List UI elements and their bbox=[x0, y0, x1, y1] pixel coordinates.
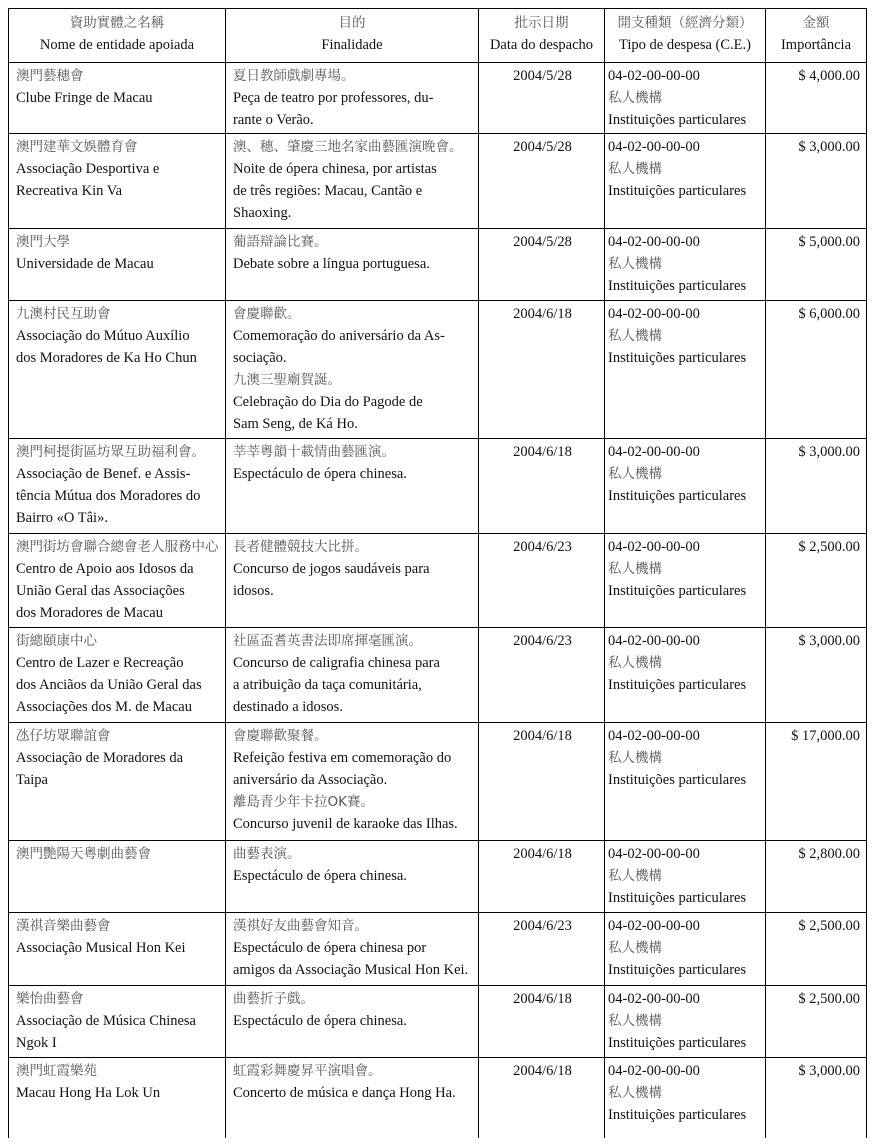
amount-cell bbox=[766, 723, 867, 841]
header-pt: Tipo de despesa (C.E.) bbox=[619, 37, 751, 53]
entity-cell bbox=[9, 841, 226, 913]
entity-cell bbox=[9, 1058, 226, 1138]
dispatch-date: 2004/5/28 bbox=[513, 139, 572, 155]
amount-cell bbox=[766, 439, 867, 534]
expense-type-pt: Instituições particulares bbox=[608, 278, 747, 294]
entity-name-line: 漢祺音樂曲藝會 bbox=[16, 918, 111, 934]
entity-name-line: Centro de Apoio aos Idosos da bbox=[16, 561, 194, 577]
entity-cell bbox=[9, 229, 226, 301]
purpose-cell bbox=[226, 439, 479, 534]
expense-type-cell bbox=[605, 913, 766, 986]
expense-type-cell bbox=[605, 841, 766, 913]
purpose-line: Espectáculo de ópera chinesa. bbox=[233, 868, 407, 884]
table-row bbox=[9, 63, 867, 134]
expense-type-zh: 私人機構 bbox=[608, 90, 662, 106]
entity-name-line: Taipa bbox=[16, 772, 48, 788]
expense-code: 04-02-00-00-00 bbox=[608, 633, 700, 649]
amount: $ 17,000.00 bbox=[791, 728, 860, 744]
entity-name-line: Associação Musical Hon Kei bbox=[16, 940, 186, 956]
expense-type-zh: 私人機構 bbox=[608, 1013, 662, 1029]
entity-name-line: Ngok I bbox=[16, 1035, 57, 1051]
entity-name-line: Associação Desportiva e bbox=[16, 161, 160, 177]
header-zh: 資助實體之名稱 bbox=[69, 15, 165, 31]
date-cell bbox=[479, 134, 605, 229]
amount: $ 2,800.00 bbox=[798, 846, 860, 862]
expense-type-pt: Instituições particulares bbox=[608, 677, 747, 693]
date-cell bbox=[479, 986, 605, 1058]
expense-code: 04-02-00-00-00 bbox=[608, 918, 700, 934]
dispatch-date: 2004/6/18 bbox=[513, 306, 572, 322]
expense-type-zh: 私人機構 bbox=[608, 655, 662, 671]
table-row bbox=[9, 134, 867, 229]
date-cell bbox=[479, 723, 605, 841]
amount: $ 2,500.00 bbox=[798, 539, 860, 555]
entity-name-line: Macau Hong Ha Lok Un bbox=[16, 1085, 161, 1101]
entity-cell bbox=[9, 439, 226, 534]
purpose-line: Noite de ópera chinesa, por artistas bbox=[233, 161, 437, 177]
expense-type-cell bbox=[605, 628, 766, 723]
purpose-cell bbox=[226, 229, 479, 301]
expense-type-pt: Instituições particulares bbox=[608, 962, 747, 978]
amount: $ 3,000.00 bbox=[798, 139, 860, 155]
dispatch-date: 2004/6/23 bbox=[513, 633, 572, 649]
expense-type-pt: Instituições particulares bbox=[608, 1107, 747, 1123]
expense-type-zh: 私人機構 bbox=[608, 561, 662, 577]
purpose-line: aniversário da Associação. bbox=[233, 772, 388, 788]
amount-cell bbox=[766, 913, 867, 986]
table-row bbox=[9, 1058, 867, 1138]
purpose-line: 澳、穗、肇慶三地名家曲藝匯演晚會。 bbox=[233, 139, 463, 155]
table-row bbox=[9, 301, 867, 439]
expense-type-zh: 私人機構 bbox=[608, 1085, 662, 1101]
table-row bbox=[9, 439, 867, 534]
header-zh: 金額 bbox=[802, 15, 830, 31]
expense-type-cell bbox=[605, 986, 766, 1058]
expense-type-pt: Instituições particulares bbox=[608, 583, 747, 599]
dispatch-date: 2004/6/18 bbox=[513, 846, 572, 862]
amount-cell bbox=[766, 628, 867, 723]
entity-name-line: Associação de Benef. e Assis- bbox=[16, 466, 191, 482]
date-cell bbox=[479, 628, 605, 723]
purpose-line: sociação. bbox=[233, 350, 287, 366]
header-pt: Importância bbox=[780, 37, 852, 53]
entity-name-line: 澳門大學 bbox=[16, 234, 70, 250]
entity-cell bbox=[9, 301, 226, 439]
purpose-line: 曲藝表演。 bbox=[233, 846, 301, 862]
entity-name-line: Bairro «O Tâi». bbox=[16, 510, 108, 526]
entity-name-line: 樂怡曲藝會 bbox=[16, 991, 84, 1007]
expense-type-cell bbox=[605, 534, 766, 628]
purpose-line: 葡語辯論比賽。 bbox=[233, 234, 328, 250]
purpose-cell bbox=[226, 841, 479, 913]
expense-code: 04-02-00-00-00 bbox=[608, 846, 700, 862]
amount-cell bbox=[766, 986, 867, 1058]
amount: $ 3,000.00 bbox=[798, 633, 860, 649]
date-cell bbox=[479, 63, 605, 134]
purpose-cell bbox=[226, 134, 479, 229]
entity-name-line: 澳門建華文娛體育會 bbox=[16, 139, 138, 155]
expense-type-zh: 私人機構 bbox=[608, 750, 662, 766]
expense-type-cell bbox=[605, 1058, 766, 1138]
purpose-line: 曲藝折子戲。 bbox=[233, 991, 314, 1007]
header-row bbox=[9, 9, 867, 63]
purpose-cell bbox=[226, 913, 479, 986]
amount-cell bbox=[766, 63, 867, 134]
entity-name-line: 澳門艷陽天粵劇曲藝會 bbox=[16, 846, 151, 862]
amount: $ 6,000.00 bbox=[798, 306, 860, 322]
purpose-line: Shaoxing. bbox=[233, 205, 292, 221]
purpose-line: Refeição festiva em comemoração do bbox=[233, 750, 452, 766]
entity-name-line: 街總頤康中心 bbox=[16, 633, 97, 649]
purpose-line: rante o Verão. bbox=[233, 112, 314, 128]
purpose-cell bbox=[226, 63, 479, 134]
header-purpose bbox=[226, 9, 479, 63]
amount: $ 2,500.00 bbox=[798, 991, 860, 1007]
entity-name-line: Universidade de Macau bbox=[16, 256, 154, 272]
entity-cell bbox=[9, 913, 226, 986]
purpose-line: Concurso juvenil de karaoke das Ilhas. bbox=[233, 816, 458, 832]
expense-type-cell bbox=[605, 723, 766, 841]
entity-cell bbox=[9, 723, 226, 841]
expense-type-pt: Instituições particulares bbox=[608, 772, 747, 788]
expense-code: 04-02-00-00-00 bbox=[608, 444, 700, 460]
entity-name-line: 澳門街坊會聯合總會老人服務中心 bbox=[16, 539, 219, 555]
header-expense-type bbox=[605, 9, 766, 63]
dispatch-date: 2004/5/28 bbox=[513, 234, 572, 250]
purpose-line: Celebração do Dia do Pagode de bbox=[233, 394, 423, 410]
amount: $ 3,000.00 bbox=[798, 444, 860, 460]
purpose-cell bbox=[226, 723, 479, 841]
purpose-line: 會慶聯歡聚餐。 bbox=[233, 728, 328, 744]
purpose-line: Concerto de música e dança Hong Ha. bbox=[233, 1085, 456, 1101]
purpose-line: Espectáculo de ópera chinesa por bbox=[233, 940, 427, 956]
amount-cell bbox=[766, 301, 867, 439]
purpose-line: Comemoração do aniversário da As- bbox=[233, 328, 445, 344]
amount-cell bbox=[766, 229, 867, 301]
entity-name-line: dos Anciãos da União Geral das bbox=[16, 677, 202, 693]
entity-name-line: 澳門虹霞樂苑 bbox=[16, 1063, 97, 1079]
amount-cell bbox=[766, 534, 867, 628]
expense-code: 04-02-00-00-00 bbox=[608, 728, 700, 744]
amount: $ 3,000.00 bbox=[798, 1063, 860, 1079]
entity-name-line: Recreativa Kin Va bbox=[16, 183, 123, 199]
table-row bbox=[9, 534, 867, 628]
header-entity bbox=[9, 9, 226, 63]
entity-name-line: tência Mútua dos Moradores do bbox=[16, 488, 201, 504]
expense-code: 04-02-00-00-00 bbox=[608, 139, 700, 155]
purpose-cell bbox=[226, 986, 479, 1058]
amount: $ 2,500.00 bbox=[798, 918, 860, 934]
entity-cell bbox=[9, 534, 226, 628]
table-row bbox=[9, 628, 867, 723]
date-cell bbox=[479, 913, 605, 986]
header-date bbox=[479, 9, 605, 63]
entity-name-line: 九澳村民互助會 bbox=[16, 306, 111, 322]
table-row bbox=[9, 913, 867, 986]
dispatch-date: 2004/6/23 bbox=[513, 918, 572, 934]
purpose-line: 莘莘粵韻十載情曲藝匯演。 bbox=[233, 444, 395, 460]
entity-name-line: 氹仔坊眾聯誼會 bbox=[16, 728, 111, 744]
expense-type-zh: 私人機構 bbox=[608, 161, 662, 177]
expense-type-zh: 私人機構 bbox=[608, 328, 662, 344]
entity-cell bbox=[9, 63, 226, 134]
purpose-line: 社區盃耆英書法即席揮毫匯演。 bbox=[233, 633, 422, 649]
purpose-line: Espectáculo de ópera chinesa. bbox=[233, 1013, 407, 1029]
entity-name-line: Centro de Lazer e Recreação bbox=[16, 655, 184, 671]
expense-code: 04-02-00-00-00 bbox=[608, 68, 700, 84]
entity-name-line: Associação do Mútuo Auxílio bbox=[16, 328, 190, 344]
purpose-line: 離島青少年卡拉OK賽。 bbox=[233, 794, 374, 810]
entity-cell bbox=[9, 628, 226, 723]
expense-type-pt: Instituições particulares bbox=[608, 350, 747, 366]
dispatch-date: 2004/6/18 bbox=[513, 1063, 572, 1079]
purpose-cell bbox=[226, 1058, 479, 1138]
date-cell bbox=[479, 841, 605, 913]
expense-code: 04-02-00-00-00 bbox=[608, 539, 700, 555]
entity-name-line: dos Moradores de Ka Ho Chun bbox=[16, 350, 197, 366]
date-cell bbox=[479, 534, 605, 628]
expense-type-pt: Instituições particulares bbox=[608, 112, 747, 128]
purpose-line: a atribuição da taça comunitária, bbox=[233, 677, 422, 693]
entity-name-line: Associação de Música Chinesa bbox=[16, 1013, 196, 1029]
expense-type-zh: 私人機構 bbox=[608, 868, 662, 884]
amount: $ 5,000.00 bbox=[798, 234, 860, 250]
purpose-line: Concurso de jogos saudáveis para bbox=[233, 561, 430, 577]
purpose-line: amigos da Associação Musical Hon Kei. bbox=[233, 962, 469, 978]
purpose-line: idosos. bbox=[233, 583, 274, 599]
purpose-line: 夏日教師戲劇專場。 bbox=[233, 68, 355, 84]
dispatch-date: 2004/6/23 bbox=[513, 539, 572, 555]
header-amount bbox=[766, 9, 867, 63]
amount-cell bbox=[766, 134, 867, 229]
date-cell bbox=[479, 1058, 605, 1138]
table-row bbox=[9, 723, 867, 841]
expense-code: 04-02-00-00-00 bbox=[608, 991, 700, 1007]
expense-type-cell bbox=[605, 229, 766, 301]
purpose-line: Peça de teatro por professores, du- bbox=[233, 90, 434, 106]
expense-code: 04-02-00-00-00 bbox=[608, 1063, 700, 1079]
date-cell bbox=[479, 229, 605, 301]
purpose-cell bbox=[226, 628, 479, 723]
purpose-line: 虹霞彩舞慶昇平演唱會。 bbox=[233, 1063, 382, 1079]
purpose-line: 長者健體競技大比拼。 bbox=[233, 539, 368, 555]
header-zh: 批示日期 bbox=[514, 15, 569, 31]
expense-type-pt: Instituições particulares bbox=[608, 183, 747, 199]
date-cell bbox=[479, 439, 605, 534]
expense-type-cell bbox=[605, 439, 766, 534]
purpose-line: Concurso de caligrafia chinesa para bbox=[233, 655, 440, 671]
dispatch-date: 2004/5/28 bbox=[513, 68, 572, 84]
expense-code: 04-02-00-00-00 bbox=[608, 306, 700, 322]
header-pt: Finalidade bbox=[321, 37, 383, 53]
header-pt: Nome de entidade apoiada bbox=[39, 37, 195, 53]
expense-type-zh: 私人機構 bbox=[608, 466, 662, 482]
expense-type-zh: 私人機構 bbox=[608, 256, 662, 272]
subsidy-table bbox=[8, 8, 867, 1138]
purpose-line: 漢祺好友曲藝會知音。 bbox=[233, 918, 368, 934]
amount-cell bbox=[766, 1058, 867, 1138]
purpose-line: Debate sobre a língua portuguesa. bbox=[233, 256, 430, 272]
table-row bbox=[9, 229, 867, 301]
expense-type-cell bbox=[605, 63, 766, 134]
table-row bbox=[9, 841, 867, 913]
expense-code: 04-02-00-00-00 bbox=[608, 234, 700, 250]
dispatch-date: 2004/6/18 bbox=[513, 991, 572, 1007]
purpose-cell bbox=[226, 534, 479, 628]
expense-type-cell bbox=[605, 134, 766, 229]
expense-type-zh: 私人機構 bbox=[608, 940, 662, 956]
entity-name-line: 澳門柯提街區坊眾互助福利會。 bbox=[16, 444, 205, 460]
entity-name-line: dos Moradores de Macau bbox=[16, 605, 163, 621]
purpose-line: Sam Seng, de Ká Ho. bbox=[233, 416, 358, 432]
entity-name-line: União Geral das Associações bbox=[16, 583, 185, 599]
entity-cell bbox=[9, 986, 226, 1058]
header-zh: 目的 bbox=[338, 15, 366, 31]
expense-type-pt: Instituições particulares bbox=[608, 1035, 747, 1051]
amount-cell bbox=[766, 841, 867, 913]
purpose-line: destinado a idosos. bbox=[233, 699, 343, 715]
entity-name-line: 澳門藝穗會 bbox=[16, 68, 84, 84]
purpose-line: Espectáculo de ópera chinesa. bbox=[233, 466, 407, 482]
amount: $ 4,000.00 bbox=[798, 68, 860, 84]
header-zh: 開支種類（經濟分類） bbox=[617, 15, 753, 31]
dispatch-date: 2004/6/18 bbox=[513, 728, 572, 744]
entity-name-line: Associação de Moradores da bbox=[16, 750, 184, 766]
entity-name-line: Associações dos M. de Macau bbox=[16, 699, 192, 715]
table-row bbox=[9, 986, 867, 1058]
entity-name-line: Clube Fringe de Macau bbox=[16, 90, 153, 106]
header-pt: Data do despacho bbox=[489, 37, 594, 53]
dispatch-date: 2004/6/18 bbox=[513, 444, 572, 460]
expense-type-pt: Instituições particulares bbox=[608, 890, 747, 906]
purpose-cell bbox=[226, 301, 479, 439]
purpose-line: de três regiões: Macau, Cantão e bbox=[233, 183, 423, 199]
expense-type-pt: Instituições particulares bbox=[608, 488, 747, 504]
purpose-line: 九澳三聖廟賀誕。 bbox=[233, 372, 341, 388]
purpose-line: 會慶聯歡。 bbox=[233, 306, 301, 322]
entity-cell bbox=[9, 134, 226, 229]
date-cell bbox=[479, 301, 605, 439]
expense-type-cell bbox=[605, 301, 766, 439]
